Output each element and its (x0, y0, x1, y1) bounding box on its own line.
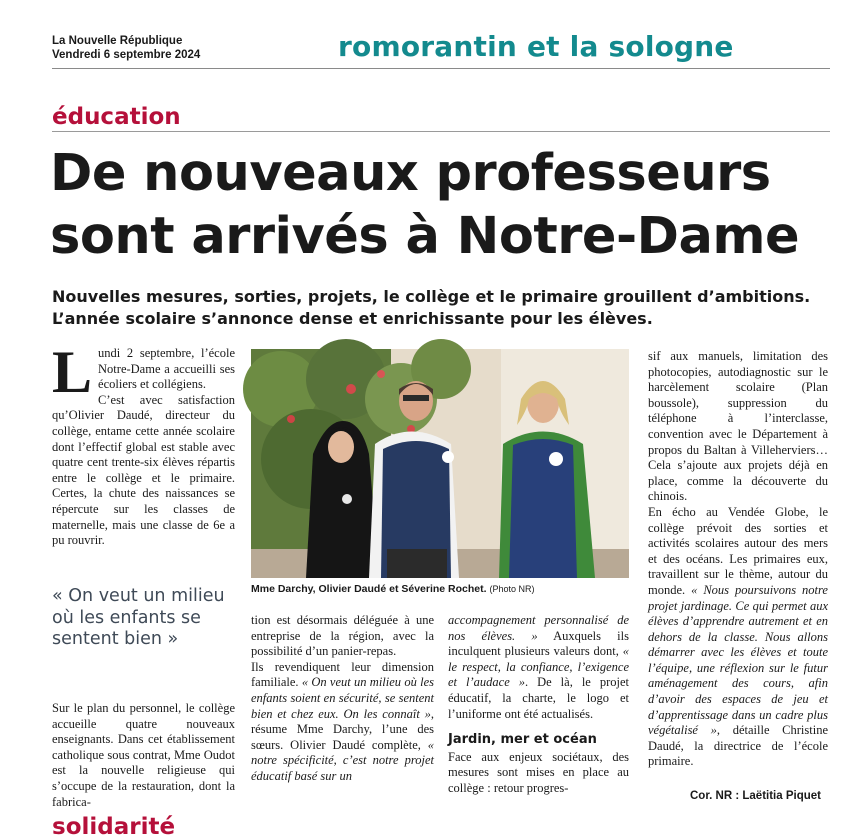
photo-illustration (251, 349, 629, 578)
paragraph: tion est désormais déléguée à une entreprise de la région, avec la possibilité d’un panier-repas. (251, 613, 434, 659)
paragraph: sif aux manuels, limitation des photocopies, autodiagnostic sur le harcèlement scolaire (Plan boussole), suppression du téléphone à l’interclasse, convention avec le Département à propos du Baltan à Villeherviers… Cela s’ajoute aux projets déjà en place, comme la découverte du chinois. (648, 349, 828, 504)
photo-credit: (Photo NR) (489, 584, 535, 594)
headline-line-1: De nouveaux professeurs (50, 144, 771, 203)
paragraph: accompagnement personnalisé de nos élèves. » Auxquels ils inculquent plusieurs valeurs dont, « le respect, la confiance, l’exigence et l’audace ». De là, le projet éducatif, la charte, le logo et l’uniforme ont été actualisés. (448, 613, 629, 721)
column-1 (52, 339, 235, 549)
photo-caption: Mme Darchy, Olivier Daudé et Séverine Rochet. (Photo NR) (251, 583, 535, 595)
column-2 (251, 613, 434, 785)
column-3 (448, 613, 629, 797)
section-title: romorantin et la sologne (338, 30, 734, 63)
drop-cap: L (52, 339, 93, 405)
issue-date: Vendredi 6 septembre 2024 (52, 49, 201, 61)
column-4 (648, 349, 828, 770)
author-byline: Cor. NR : Laëtitia Piquet (690, 790, 821, 802)
masthead (52, 30, 841, 70)
pull-quote: « On veut un milieu où les enfants se sentent bien » (52, 586, 225, 649)
chapo (52, 286, 810, 330)
headline (50, 142, 799, 268)
headline-line-2: sont arrivés à Notre-Dame (50, 207, 800, 266)
paragraph: Sur le plan du personnel, le collège accueille quatre nouveaux enseignants. Dans cet établissement catholique sous contrat, Mme Oudot est la nouvelle religieuse qui s’occupe de la restauration, dont la fabrica- (52, 701, 235, 809)
subheading: Jardin, mer et océan (448, 732, 597, 748)
rubric-divider (52, 131, 830, 132)
next-article-rubric: solidarité (52, 814, 176, 840)
chapo-line-2: L’année scolaire s’annonce dense et enrichissante pour les élèves. (52, 309, 653, 328)
paragraph: Ils revendiquent leur dimension familiale. « On veut un milieu où les enfants soient en sécurité, se sentent bien et chez eux. On les connaît », résume Mme Darchy, l’une des sœurs. Olivier Daudé complète, « notre spécificité, c’est notre projet éducatif basé sur un (251, 659, 434, 783)
rubric: éducation (52, 104, 181, 130)
intro-paragraph: Lundi 2 septembre, l’école Notre-Dame a accueilli ses écoliers et collégiens. (52, 339, 235, 405)
paragraph: En écho au Vendée Globe, le collège prévoit des sorties et activités scolaires autour des mers et des océans. Les primaires eux, travaillent sur le thème, autour du monde. « Nous poursuivons notre projet jardinage. Ce qui permet aux élèves d’apprendre autrement et en dehors de la classe. Nous allons démarrer avec les élèves et toute l’équipe, une réflexion sur le futur aménagement des cours, afin d’avoir des espaces de jeu et d’apprentissage dans un cadre plus végétalisé », détaille Christine Daudé, la directrice de l’école primaire. (648, 504, 828, 769)
column-1-continued (52, 701, 235, 810)
masthead-divider (52, 68, 830, 69)
article-photo (251, 349, 629, 578)
paragraph: Face aux enjeux sociétaux, des mesures sont mises en place au collège : retour progres- (448, 749, 629, 795)
paper-name: La Nouvelle République (52, 35, 183, 47)
chapo-line-1: Nouvelles mesures, sorties, projets, le collège et le primaire grouillent d’ambitions. (52, 287, 811, 306)
paragraph: C’est avec satisfaction qu’Olivier Daudé, directeur du collège, entame cette année scolaire dont l’effectif global est stable avec quatre cent trente-six élèves répartis entre le collège et le primaire. Certes, la chute des naissances se répercute sur les classes de maternelle, mais une classe de 6e a pu rouvrir. (52, 392, 235, 548)
